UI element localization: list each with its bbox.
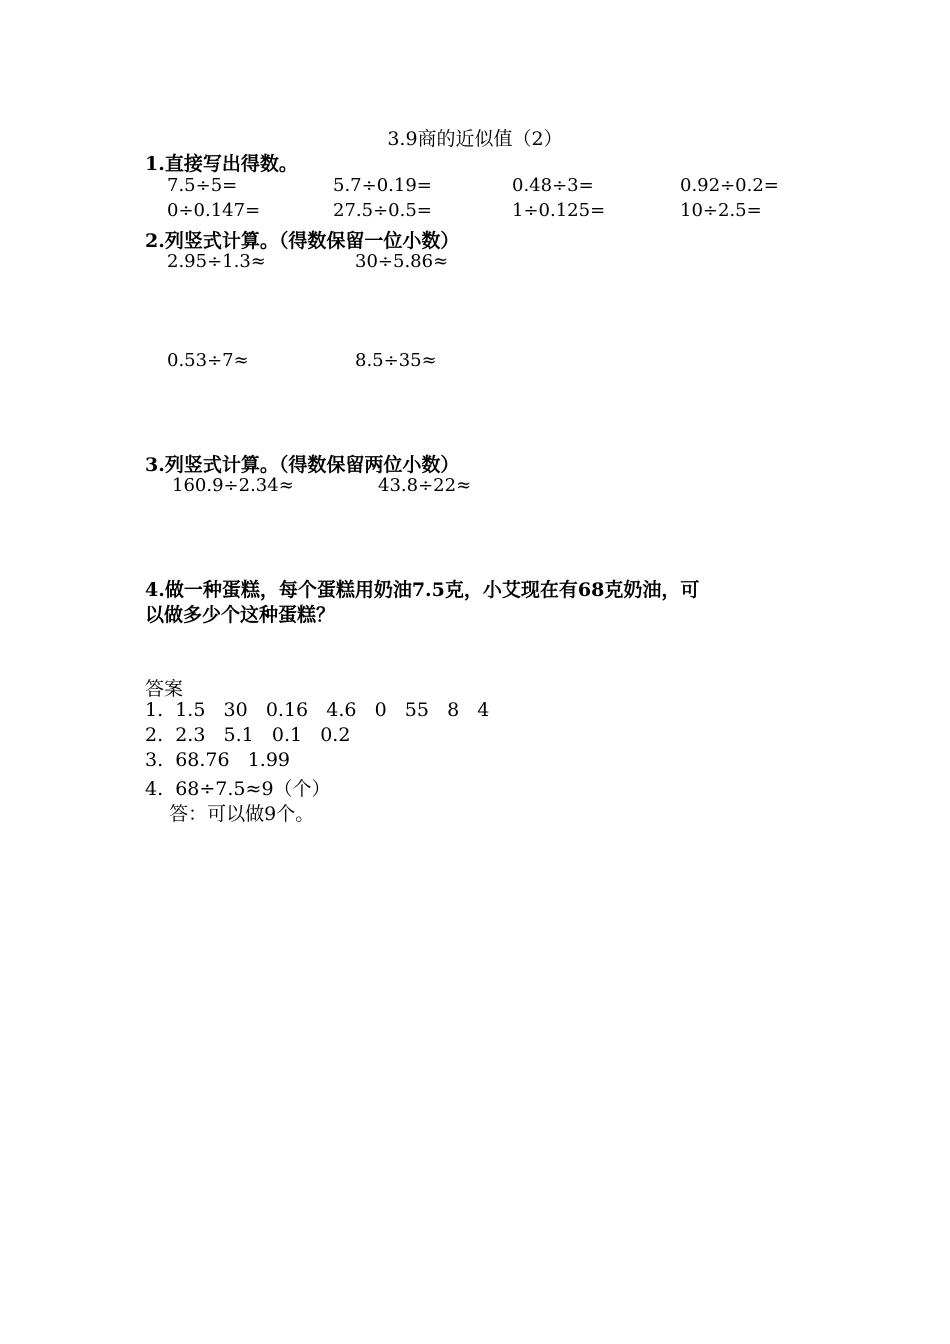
q3-item: 43.8÷22≈ [378, 475, 472, 496]
q1-item: 0.48÷3= [512, 175, 594, 196]
answer-line: 2. 2.3 5.1 0.1 0.2 [145, 724, 351, 746]
q3-item: 160.9÷2.34≈ [172, 475, 294, 496]
page-title: 3.9商的近似值（2） [387, 128, 563, 150]
q1-item: 1÷0.125= [512, 200, 606, 221]
q2-item: 2.95÷1.3≈ [167, 251, 266, 272]
question-2-heading: 2.列竖式计算。（得数保留一位小数） [145, 230, 460, 252]
answer-line: 1. 1.5 30 0.16 4.6 0 55 8 4 [145, 699, 490, 721]
answer-line: 4. 68÷7.5≈9（个） [145, 778, 331, 800]
question-3-heading: 3.列竖式计算。（得数保留两位小数） [145, 454, 460, 476]
q1-item: 0.92÷0.2= [680, 175, 779, 196]
q1-item: 7.5÷5= [167, 175, 238, 196]
q1-item: 10÷2.5= [680, 200, 762, 221]
answers-heading: 答案 [145, 678, 184, 700]
q2-item: 8.5÷35≈ [355, 350, 437, 371]
q1-item: 27.5÷0.5= [333, 200, 432, 221]
question-4-line-2: 以做多少个这种蛋糕？ [145, 604, 336, 626]
q2-item: 30÷5.86≈ [355, 251, 449, 272]
q2-item: 0.53÷7≈ [167, 350, 249, 371]
q1-item: 0÷0.147= [167, 200, 261, 221]
answer-line: 3. 68.76 1.99 [145, 749, 291, 771]
question-1-heading: 1.直接写出得数。 [145, 153, 298, 175]
q1-item: 5.7÷0.19= [333, 175, 432, 196]
answer-line: 答：可以做9个。 [145, 803, 315, 825]
question-4-line-1: 4.做一种蛋糕，每个蛋糕用奶油7.5克，小艾现在有68克奶油，可 [145, 579, 700, 601]
